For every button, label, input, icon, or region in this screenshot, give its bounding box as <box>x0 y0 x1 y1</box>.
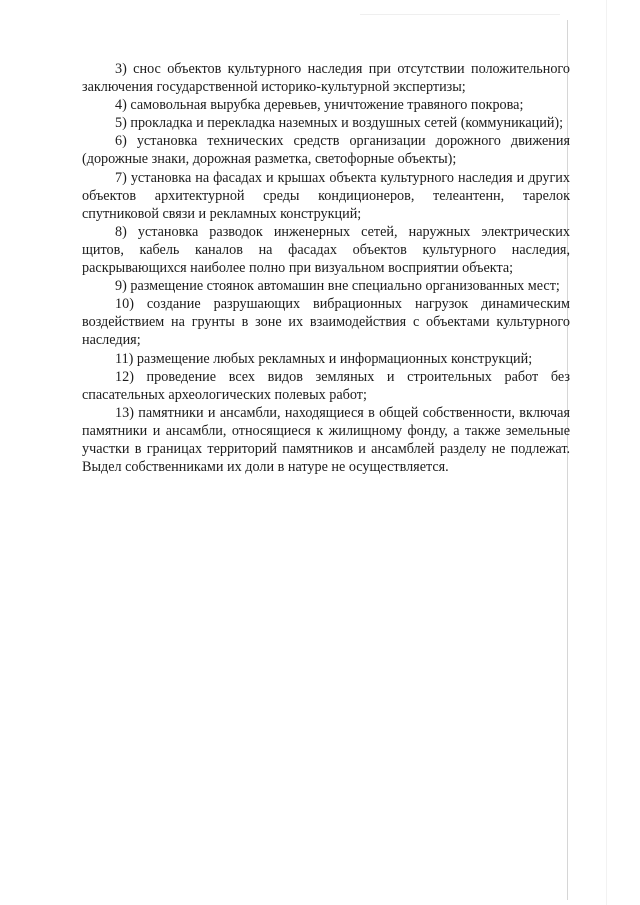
scan-artifact-top <box>360 14 560 15</box>
paragraph-item-3: 3) снос объектов культурного наследия при отсутствии положительного заключения государственной историко-культурной экспертизы; <box>82 61 570 96</box>
paragraph-item-6: 6) установка технических средств организации дорожного движения (дорожные знаки, дорожная разметка, светофорные объекты); <box>82 133 570 168</box>
paragraph-item-11: 11) размещение любых рекламных и информационных конструкций; <box>115 350 533 367</box>
paragraph-item-7: 7) установка на фасадах и крышах объекта культурного наследия и других объектов архитектурной среды кондиционеров, телеантенн, тарелок спутниковой связи и рекламных конструкций; <box>82 169 570 222</box>
document-body <box>82 60 570 476</box>
paragraph-item-10: 10) создание разрушающих вибрационных нагрузок динамическим воздействием на грунты в зоне их взаимодействия с объектами культурного наследия; <box>82 296 570 349</box>
paragraph-item-12: 12) проведение всех видов земляных и строительных работ без спасательных археологических полевых работ; <box>82 368 570 403</box>
paragraph-item-9: 9) размещение стоянок автомашин вне специально организованных мест; <box>115 278 560 295</box>
scan-artifact-edge <box>606 0 607 905</box>
paragraph-item-4: 4) самовольная вырубка деревьев, уничтожение травяного покрова; <box>115 97 524 114</box>
paragraph-item-8: 8) установка разводок инженерных сетей, наружных электрических щитов, кабель каналов на фасадах объектов культурного наследия, раскрывающихся наиболее полно при визуальном восприятии объекта; <box>82 223 570 277</box>
paragraph-item-5: 5) прокладка и перекладка наземных и воздушных сетей (коммуникаций); <box>115 115 564 132</box>
paragraph-item-13: 13) памятники и ансамбли, находящиеся в общей собственности, включая памятники и ансамбли, относящиеся к жилищному фонду, а также земельные участки в границах территорий памятников и ансамблей разделу не подлежат. Выдел собственниками их доли в натуре не осуществляется. <box>82 404 570 476</box>
